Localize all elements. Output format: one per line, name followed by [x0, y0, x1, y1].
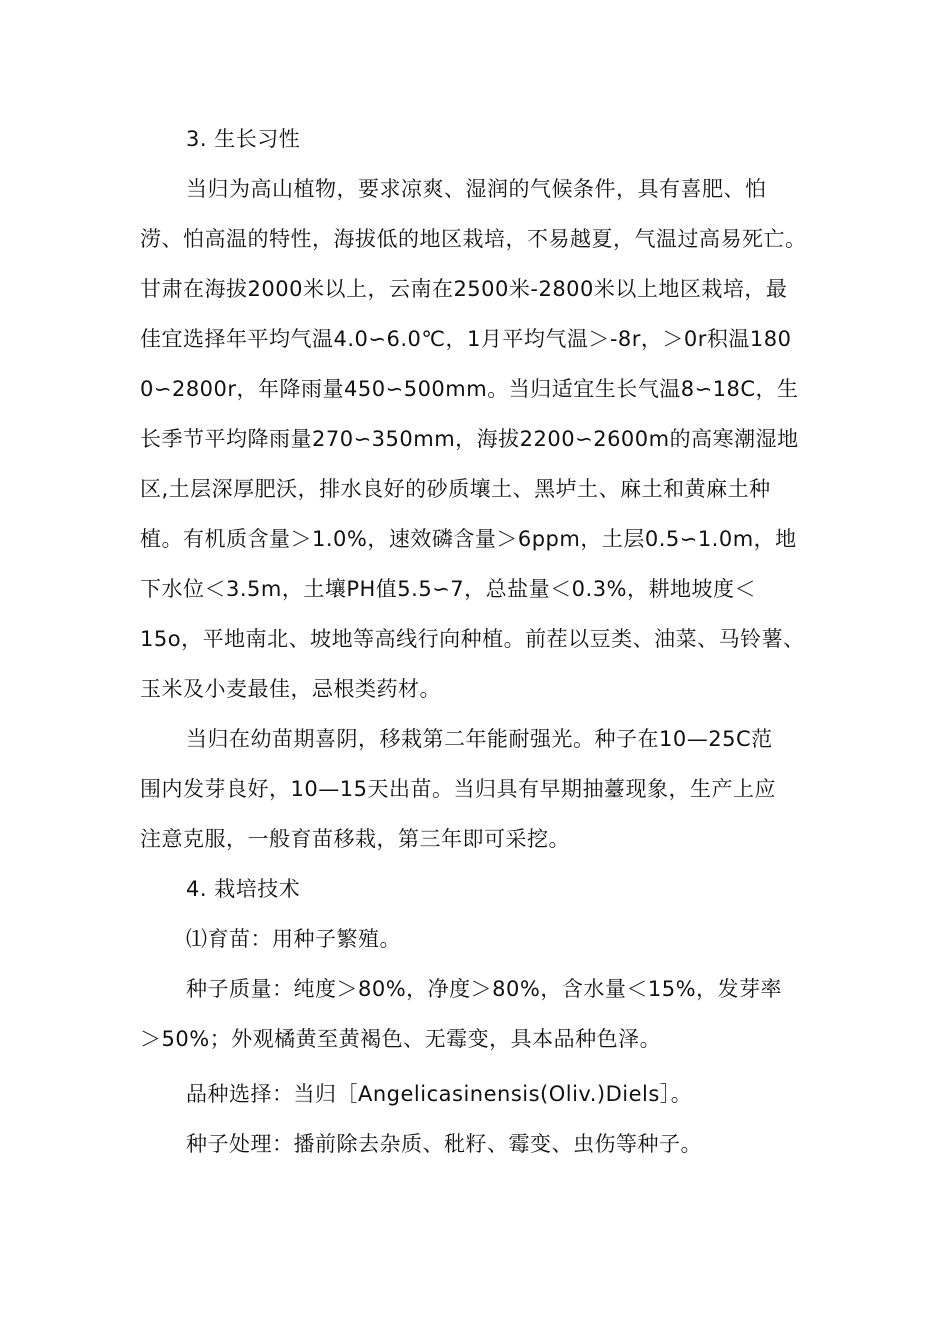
paragraph-line: 玉米及小麦最佳，忌根类药材。: [140, 677, 441, 701]
paragraph-line: 当归为高山植物，要求凉爽、湿润的气候条件，具有喜肥、怕: [186, 177, 767, 201]
paragraph-line: 区,土层深厚肥沃，排水良好的砂质壤土、黑垆土、麻土和黄麻土种: [140, 477, 771, 501]
paragraph-line: 长季节平均降雨量270∽350mm，海拔2200∽2600m的高寒潮湿地: [140, 427, 799, 451]
paragraph-line: 注意克服，一般育苗移栽，第三年即可采挖。: [140, 827, 570, 851]
paragraph-line: 当归在幼苗期喜阴，移栽第二年能耐强光。种子在10—25C范: [186, 727, 773, 751]
paragraph-line: 种子处理：播前除去杂质、秕籽、霉变、虫伤等种子。: [186, 1132, 702, 1156]
paragraph-line: 品种选择：当归［Angelicasinensis(Oliv.)Diels］。: [186, 1082, 693, 1106]
paragraph-line: ＞50%；外观橘黄至黄褐色、无霉变，具本品种色泽。: [140, 1027, 662, 1051]
paragraph-line: 0∽2800r，年降雨量450∽500mm。当归适宜生长气温8∽18C，生: [140, 377, 799, 401]
section-heading-growth-habits: 3. 生长习性: [186, 127, 301, 151]
paragraph-line: 下水位＜3.5m，土壤PH值5.5∽7，总盐量＜0.3%，耕地坡度＜: [140, 577, 757, 601]
paragraph-line: 围内发芽良好，10—15天出苗。当归具有早期抽薹现象，生产上应: [140, 777, 776, 801]
paragraph-line: 植。有机质含量＞1.0%，速效磷含量＞6ppm，土层0.5∽1.0m，地: [140, 527, 797, 551]
paragraph-line: 甘肃在海拔2000米以上，云南在2500米-2800米以上地区栽培，最: [140, 277, 788, 301]
subheading-seedling: ⑴育苗：用种子繁殖。: [186, 927, 401, 951]
paragraph-line: 涝、怕高温的特性，海拔低的地区栽培，不易越夏，气温过高易死亡。: [140, 227, 807, 251]
section-heading-cultivation: 4. 栽培技术: [186, 877, 301, 901]
paragraph-line: 15o，平地南北、坡地等高线行向种植。前茬以豆类、油菜、马铃薯、: [140, 627, 805, 651]
paragraph-line: 佳宜选择年平均气温4.0∽6.0℃，1月平均气温＞-8r，＞0r积温180: [140, 327, 792, 351]
paragraph-line: 种子质量：纯度＞80%，净度＞80%，含水量＜15%，发芽率: [186, 977, 783, 1001]
